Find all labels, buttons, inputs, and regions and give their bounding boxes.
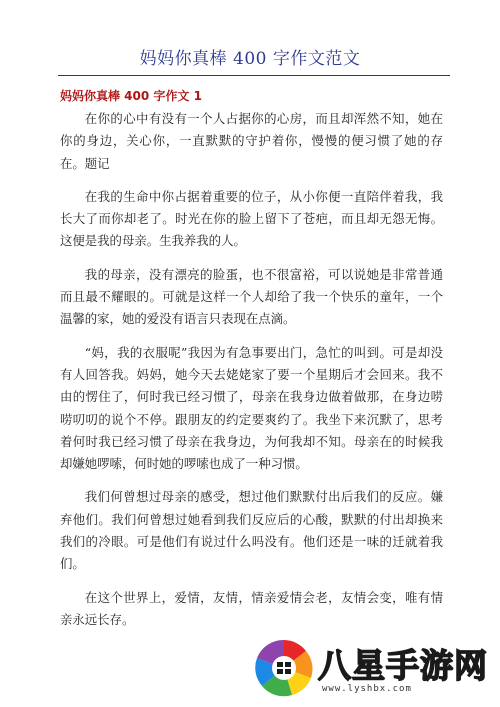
paragraph-1: 在你的心中有没有一个人占据你的心房，而且却浑然不知，她在你的身边，关心你，一直默默的守护着你，慢慢的便习惯了她的存在。题记: [60, 111, 443, 171]
watermark-url: www.lyshbx.com: [322, 684, 412, 694]
essay-body: [60, 108, 443, 642]
paragraph-3: 我的母亲，没有漂亮的脸蛋，也不很富裕，可以说她是非常普通而且最不耀眼的。可就是这样一个人却给了我一个快乐的童年，一个温馨的家，她的爱没有语言只表现在点滴。: [60, 266, 443, 327]
site-watermark: [254, 638, 494, 700]
section-heading: 妈妈你真棒 400 字作文 1: [60, 89, 202, 103]
title-divider: [58, 75, 450, 76]
paragraph-5: 我们何曾想过母亲的感受，想过他们默默付出后我们的反应。嫌弃他们。我们何曾想过她看到我们反应后的心酸，默默的付出却换来我们的冷眼。可是他们有说过什么吗没有。他们还是一味的迁就着我们。: [60, 489, 443, 572]
paragraph-6: 在这个世界上，爱情，友情，情亲爱情会老，友情会变，唯有情亲永远长存。: [60, 589, 443, 627]
paragraph-4: “妈，我的衣服呢”我因为有急事要出门，急忙的叫到。可是却没有人回答我。妈妈，她今天去姥姥家了要一个星期后才会回来。我不由的愣住了，何时我已经习惯了，母亲在我身边做着做那，在身边唠唠叨叨的说个不停。跟朋友的约定要爽约了。我坐下来沉默了，思考着何时我已经习惯了母亲在我身边，为何我却不知。母亲在的时候我却嫌她啰嗦，何时她的啰嗦也成了一种习惯。: [60, 344, 443, 472]
paragraph-2: 在我的生命中你占据着重要的位子，从小你便一直陪伴着我，我长大了而你却老了。时光在你的脸上留下了苍疤，而且却无怨无悔。这便是我的母亲。生我养我的人。: [60, 188, 443, 249]
colorful-pinwheel-logo-icon: [254, 638, 314, 698]
watermark-site-name: 八星手游网: [318, 646, 488, 685]
document-title: 妈妈你真棒 400 字作文范文: [139, 49, 361, 69]
